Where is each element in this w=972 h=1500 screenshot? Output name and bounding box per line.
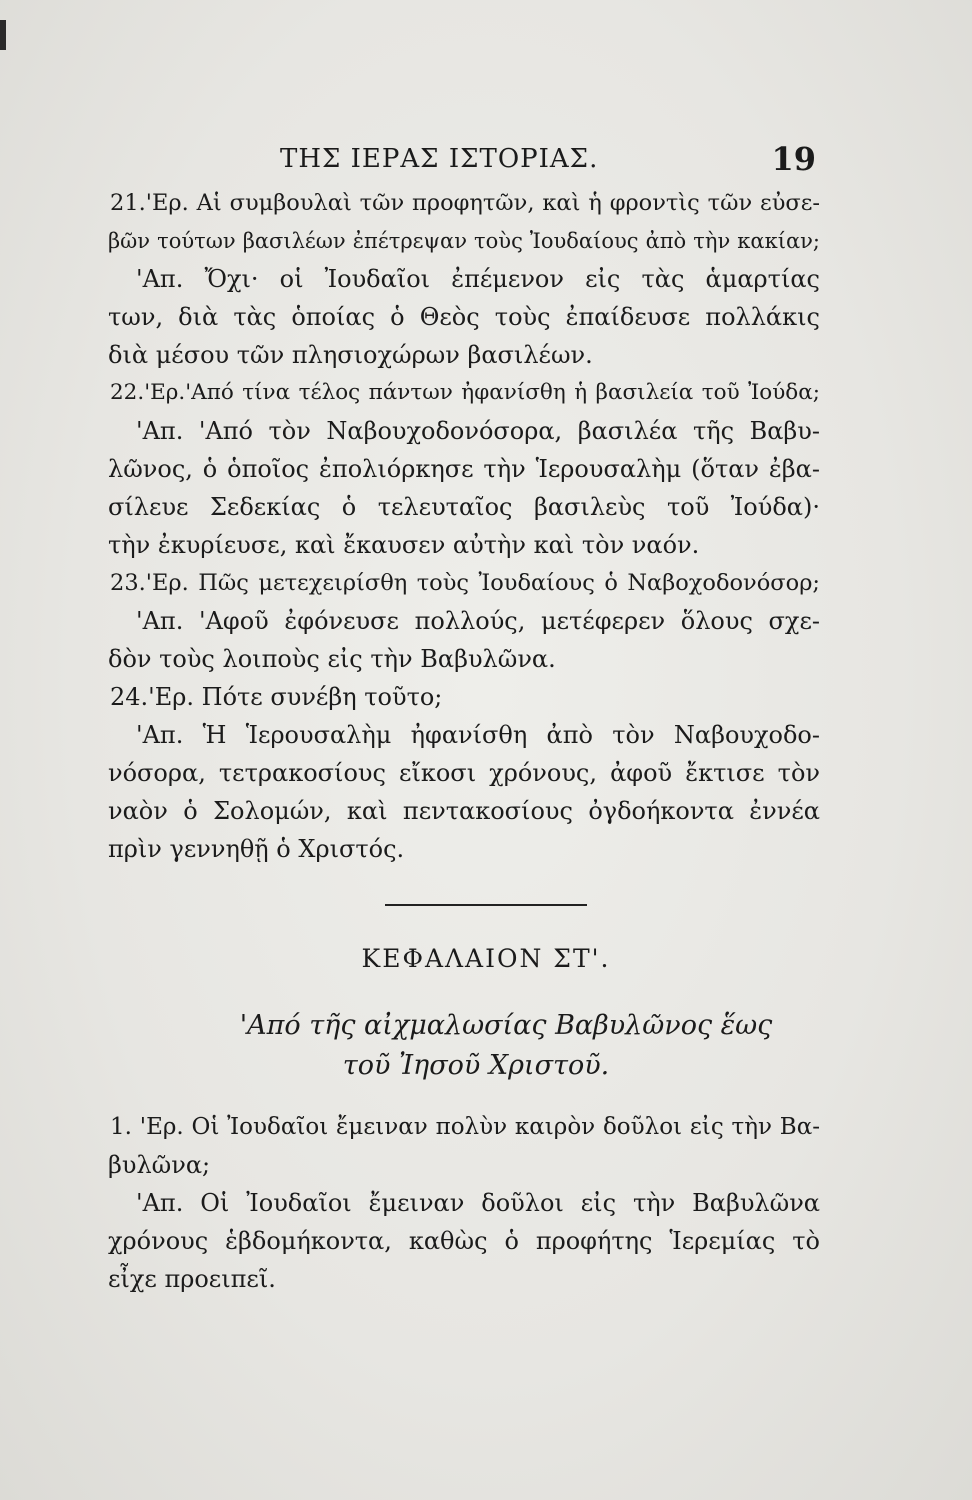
text-line: βῶν τούτων βασιλέων ἐπέτρεψαν τοὺς Ἰουδαίους ἀπὸ τὴν κακίαν; — [108, 229, 820, 253]
body-text — [108, 188, 820, 872]
text-line: σίλευε Σεδεκίας ὁ τελευταῖος βασιλεὺς τοῦ Ἰούδα)· — [108, 493, 820, 521]
text-line: διὰ μέσου τῶν πλησιοχώρων βασιλέων. — [108, 341, 593, 369]
text-line: εἶχε προειπεῖ. — [108, 1265, 276, 1293]
text-line: τὴν ἐκυρίευσε, καὶ ἔκαυσεν αὐτὴν καὶ τὸν ναόν. — [108, 531, 700, 559]
text-line: 'Απ. Ἡ Ἱερουσαλὴμ ἠφανίσθη ἀπὸ τὸν Ναβουχοδο- — [136, 721, 820, 749]
text-line: 1. 'Ερ. Οἱ Ἰουδαῖοι ἔμειναν πολὺν καιρὸν δοῦλοι εἰς τὴν Βα- — [110, 1114, 820, 1140]
section-divider — [385, 904, 587, 906]
chapter-heading: ΚΕΦΑΛΑΙΟΝ ΣΤ'. — [361, 944, 611, 973]
text-line: ναὸν ὁ Σολομών, καὶ πεντακοσίους ὀγδοήκοντα ἐννέα — [108, 797, 820, 825]
text-line: 'Απ. 'Από τὸν Ναβουχοδονόσορα, βασιλέα τῆς Βαβυ- — [136, 417, 820, 445]
text-line: 'Απ. 'Αφοῦ ἐφόνευσε πολλούς, μετέφερεν ὅλους σχε- — [136, 607, 820, 635]
text-line: χρόνους ἑβδομήκοντα, καθὼς ὁ προφήτης Ἱερεμίας τὸ — [108, 1227, 820, 1255]
text-line: 23.'Ερ. Πῶς μετεχειρίσθη τοὺς Ἰουδαίους ὁ Ναβοχοδονόσορ; — [110, 570, 820, 596]
page-header — [280, 140, 820, 184]
page-edge-mark — [0, 20, 6, 50]
chapter-body-text — [108, 1112, 820, 1302]
text-line: νόσορα, τετρακοσίους εἴκοσι χρόνους, ἀφοῦ ἔκτισε τὸν — [108, 759, 820, 787]
running-head: ΤΗΣ ΙΕΡΑΣ ΙΣΤΟΡΙΑΣ. — [280, 144, 599, 174]
text-line: δὸν τοὺς λοιποὺς εἰς τὴν Βαβυλῶνα. — [108, 645, 556, 673]
chapter-subtitle-line: 'Από τῆς αἰχμαλωσίας Βαβυλῶνος ἕως — [239, 1010, 773, 1041]
chapter-subtitle-line: τοῦ Ἰησοῦ Χριστοῦ. — [342, 1050, 610, 1081]
text-line: πρὶν γεννηθῇ ὁ Χριστός. — [108, 835, 405, 863]
page-number: 19 — [771, 140, 816, 178]
text-line: 'Απ. Ὄχι· οἱ Ἰουδαῖοι ἐπέμενον εἰς τὰς ἁμαρτίας — [136, 265, 820, 293]
text-line: 21.'Ερ. Αἱ συμβουλαὶ τῶν προφητῶν, καὶ ἡ φροντὶς τῶν εὐσε- — [110, 190, 820, 216]
text-line: των, διὰ τὰς ὁποίας ὁ Θεὸς τοὺς ἐπαίδευσε πολλάκις — [108, 303, 820, 331]
text-line: λῶνος, ὁ ὁποῖος ἐπολιόρκησε τὴν Ἱερουσαλὴμ (ὅταν ἐβα- — [108, 455, 820, 483]
text-line: 'Απ. Οἱ Ἰουδαῖοι ἔμειναν δοῦλοι εἰς τὴν Βαβυλῶνα — [136, 1189, 820, 1217]
text-line: 22.'Ερ.'Από τίνα τέλος πάντων ἠφανίσθη ἡ βασιλεία τοῦ Ἰούδα; — [110, 380, 820, 405]
text-line: βυλῶνα; — [108, 1151, 211, 1179]
text-line: 24.'Ερ. Πότε συνέβη τοῦτο; — [110, 683, 443, 711]
